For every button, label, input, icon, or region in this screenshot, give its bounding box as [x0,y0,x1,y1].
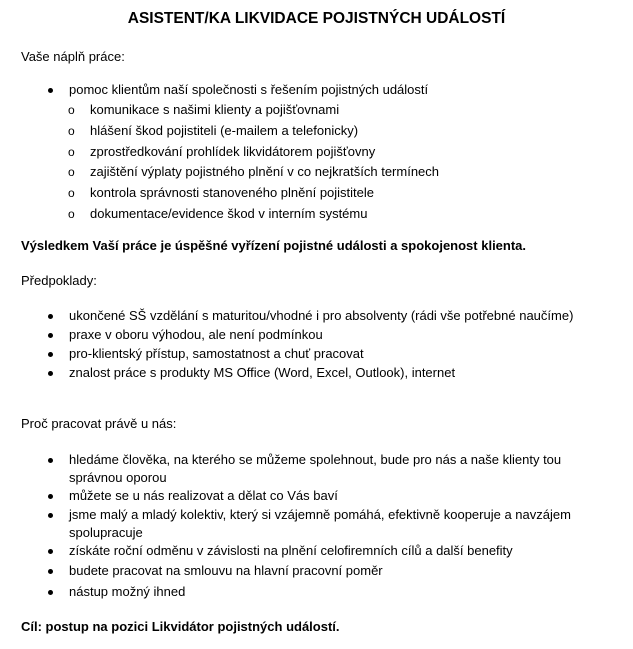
sub-list-item: kontrola správnosti stanoveného plnění pojistitele [90,185,375,200]
list-item: můžete se u nás realizovat a dělat co Vás baví [69,488,338,503]
section-heading-job-duties: Vaše náplň práce: [21,49,125,64]
list-item: znalost práce s produkty MS Office (Word, Excel, Outlook), internet [69,365,456,380]
list-item-continuation: spolupracuje [69,525,143,540]
circle-bullet-icon: o [68,145,75,159]
bullet-icon [48,371,53,376]
bullet-icon [48,590,53,595]
list-item: pomoc klientům naší společnosti s řešením pojistných událostí [69,82,429,97]
list-item: praxe v oboru výhodou, ale není podmínkou [69,327,323,342]
bullet-icon [48,352,53,357]
goal-statement: Cíl: postup na pozici Likvidátor pojistných událostí. [21,619,340,634]
sub-list-item: komunikace s našimi klienty a pojišťovnami [90,102,340,117]
circle-bullet-icon: o [68,103,75,117]
list-item: získáte roční odměnu v závislosti na plnění celofiremních cílů a další benefity [69,543,513,558]
circle-bullet-icon: o [68,165,75,179]
sub-list-item: hlášení škod pojistiteli (e-mailem a telefonicky) [90,123,359,138]
list-item-continuation: správnou oporou [69,470,167,485]
list-item: jsme malý a mladý kolektiv, který si vzájemně pomáhá, efektivně kooperuje a navzájem [69,507,571,522]
list-item: ukončené SŠ vzdělání s maturitou/vhodné i pro absolventy (rádi vše potřebné naučíme) [69,308,574,323]
sub-list-item: dokumentace/evidence škod v interním systému [90,206,368,221]
sub-list-item: zajištění výplaty pojistného plnění v co nejkratších termínech [90,164,440,179]
section-heading-why-us: Proč pracovat právě u nás: [21,416,177,431]
bullet-icon [48,458,53,463]
bullet-icon [48,314,53,319]
list-item: hledáme člověka, na kterého se můžeme spolehnout, bude pro nás a naše klienty tou [69,452,562,467]
bullet-icon [48,513,53,518]
page-title: ASISTENT/KA LIKVIDACE POJISTNÝCH UDÁLOSTÍ [127,10,506,27]
bullet-icon [48,333,53,338]
circle-bullet-icon: o [68,207,75,221]
circle-bullet-icon: o [68,124,75,138]
list-item: nástup možný ihned [69,584,186,599]
bullet-icon [48,494,53,499]
list-item: budete pracovat na smlouvu na hlavní pracovní poměr [69,563,383,578]
bullet-icon [48,569,53,574]
bullet-icon [48,549,53,554]
list-item: pro-klientský přístup, samostatnost a chuť pracovat [69,346,364,361]
result-statement: Výsledkem Vaší práce je úspěšné vyřízení pojistné události a spokojenost klienta. [21,238,527,253]
section-heading-requirements: Předpoklady: [21,273,97,288]
sub-list-item: zprostředkování prohlídek likvidátorem pojišťovny [90,144,376,159]
bullet-icon [48,88,53,93]
circle-bullet-icon: o [68,186,75,200]
